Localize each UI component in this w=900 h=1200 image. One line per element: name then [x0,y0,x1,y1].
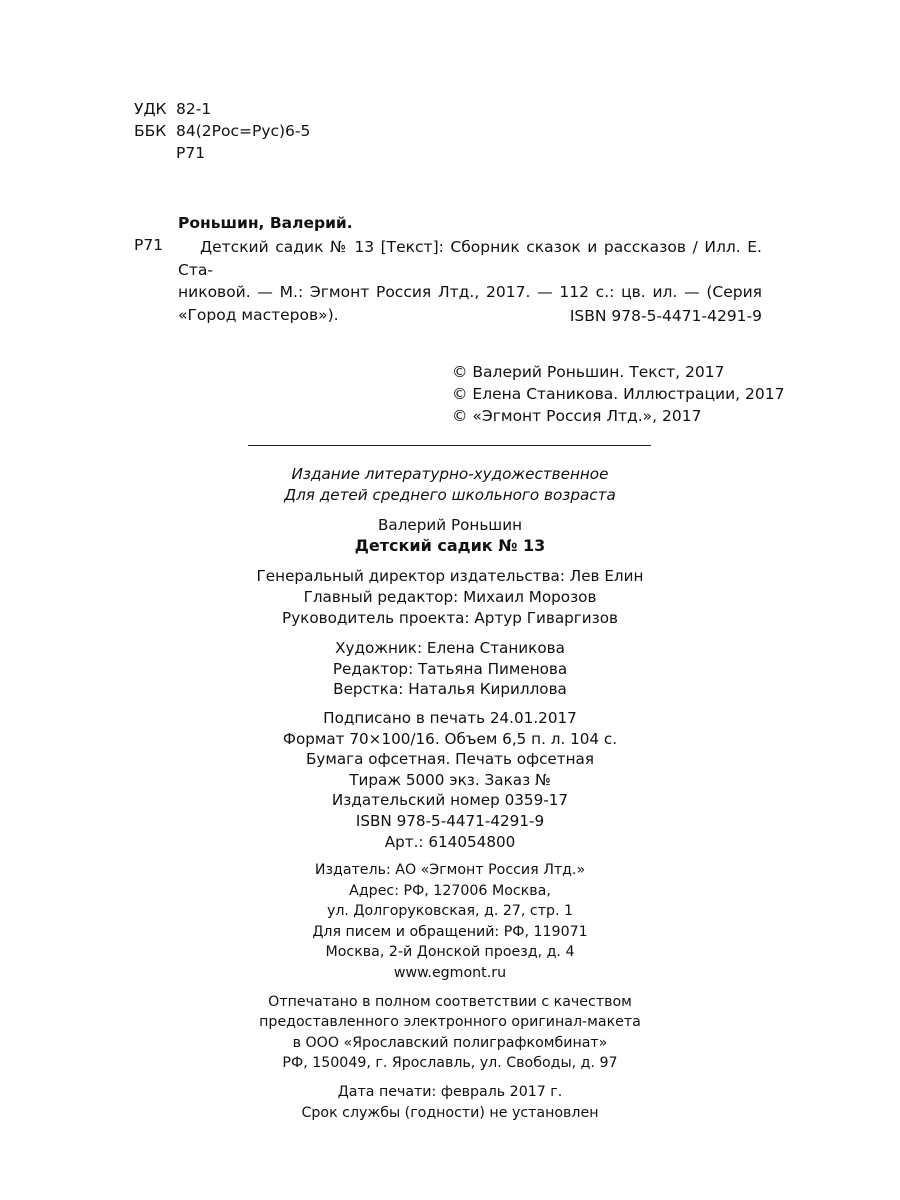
publisher-website: www.egmont.ru [393,965,507,982]
imprint-block [0,464,900,1123]
audience: Для детей среднего школьного возраста [284,485,616,504]
copyright-block [452,361,784,427]
publisher-line: Для писем и обращений: РФ, 119071 [312,923,588,940]
staff-line: Художник: Елена Станикова [335,639,565,658]
copyright-line: © «Эгмонт Россия Лтд.», 2017 [452,407,702,425]
bbk-label: ББК [134,122,167,140]
staff-line: Генеральный директор издательства: Лев Елин [256,567,644,586]
print-detail: Бумага офсетная. Печать офсетная [306,750,594,769]
print-detail: ISBN 978-5-4471-4291-9 [355,811,545,830]
catalog-description-line1: Детский садик № 13 [Текст]: Сборник сказок и рассказов / Илл. Е. Ста- [178,238,762,279]
print-detail: Издательский номер 0359-17 [331,791,569,810]
publisher-line: ул. Долгоруковская, д. 27, стр. 1 [326,903,574,920]
publisher-line: Адрес: РФ, 127006 Москва, [349,882,551,899]
printer-line: в ООО «Ярославский полиграфкомбинат» [292,1034,608,1051]
catalog-description-rest: никовой. — М.: Эгмонт Россия Лтд., 2017. — 112 с.: цв. ил. — (Серия «Город мастеров»). [178,283,762,324]
printer-line: РФ, 150049, г. Ярославль, ул. Свободы, д. 97 [282,1055,618,1072]
edition-type: Издание литературно-художественное [291,465,609,483]
date-line: Дата печати: февраль 2017 г. [337,1084,563,1101]
staff-line: Главный редактор: Михаил Морозов [303,587,597,606]
catalog-code: Р71 [134,236,164,254]
classification-block [134,98,310,164]
divider [248,445,651,446]
date-line: Срок службы (годности) не установлен [301,1104,599,1121]
printer-line: Отпечатано в полном соответствии с качеством [268,993,632,1010]
udk-row [134,98,310,120]
catalog-author-heading: Роньшин, Валерий. [178,214,353,232]
print-detail: Формат 70×100/16. Объем 6,5 п. л. 104 с. [282,729,618,748]
publisher-line: Издатель: АО «Эгмонт Россия Лтд.» [314,862,586,879]
author-mark-row [134,142,310,164]
printer-line: предоставленного электронного оригинал-макета [259,1014,641,1031]
print-detail: Арт.: 614054800 [384,832,516,851]
staff-line: Редактор: Татьяна Пименова [332,659,568,678]
publisher-line: Москва, 2-й Донской проезд, д. 4 [325,944,575,961]
author-mark: Р71 [176,144,206,162]
bbk-row [134,120,310,142]
catalog-isbn: ISBN 978-5-4471-4291-9 [569,307,762,325]
udk-label: УДК [134,100,167,118]
staff-line: Верстка: Наталья Кириллова [333,680,567,699]
udk-value: 82-1 [176,100,212,118]
copyright-line: © Валерий Роньшин. Текст, 2017 [452,363,725,381]
staff-line: Руководитель проекта: Артур Гиваргизов [282,608,618,627]
bbk-value: 84(2Рос=Рус)6-5 [176,122,311,140]
copyright-line: © Елена Станикова. Иллюстрации, 2017 [452,385,785,403]
imprint-title: Детский садик № 13 [354,535,546,555]
print-detail: Подписано в печать 24.01.2017 [323,708,577,727]
print-detail: Тираж 5000 экз. Заказ № [349,770,551,789]
imprint-author: Валерий Роньшин [377,516,522,535]
